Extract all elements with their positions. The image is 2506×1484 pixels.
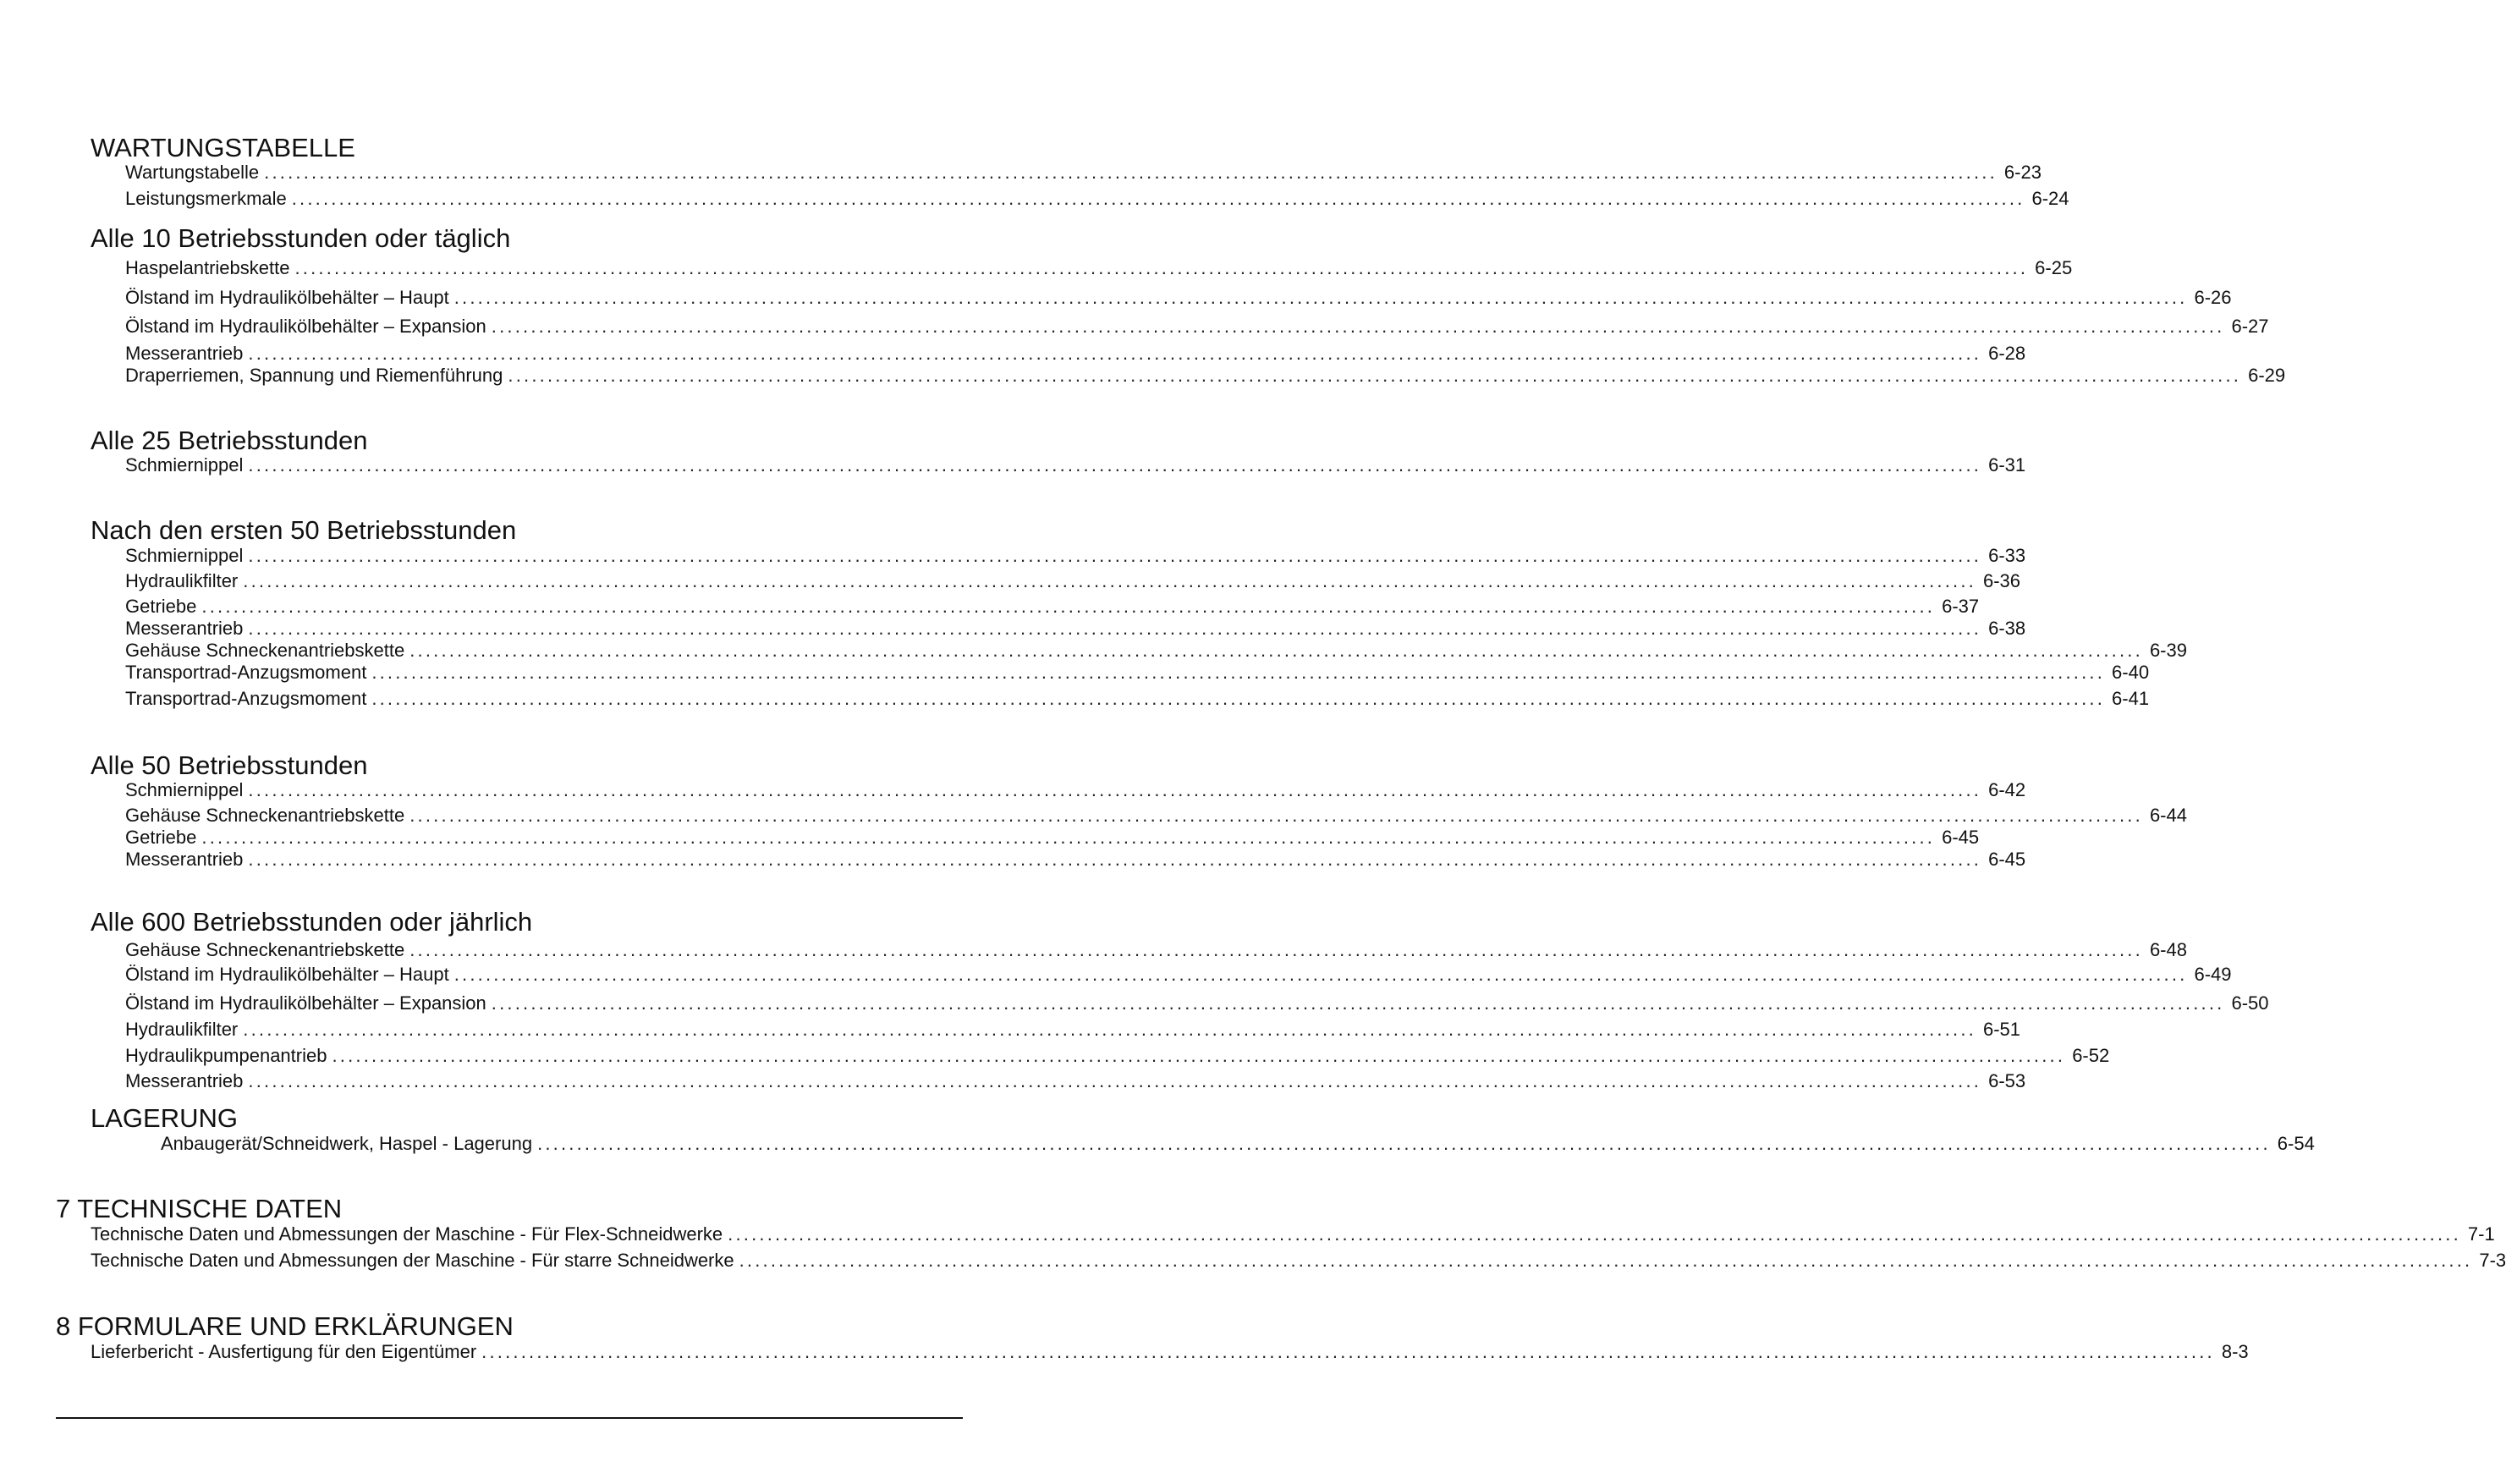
toc-entry[interactable]: [125, 1070, 2026, 1092]
section-heading-alle-50-betriebsstunden: Alle 50 Betriebsstunden: [91, 750, 368, 780]
dot-leader: ............................................................................................................................................................................................................................: [294, 257, 2029, 278]
toc-entry-label: Ölstand im Hydraulikölbehälter – Haupt: [125, 964, 449, 985]
toc-entry[interactable]: [125, 188, 2069, 210]
toc-entry-label: Ölstand im Hydraulikölbehälter – Expansion: [125, 992, 486, 1014]
toc-entry-label: Leistungsmerkmale: [125, 188, 287, 209]
dot-leader: ............................................................................................................................................................................................................................: [537, 1133, 2271, 1154]
toc-entry[interactable]: [125, 964, 2232, 986]
toc-entry-page-number: 6-40: [2112, 662, 2150, 683]
toc-entry[interactable]: [125, 805, 2187, 827]
dot-leader: ............................................................................................................................................................................................................................: [453, 287, 2188, 308]
toc-entry[interactable]: [125, 570, 2021, 592]
toc-entry-page-number: 6-24: [2031, 188, 2069, 209]
toc-entry-page-number: 6-25: [2035, 257, 2073, 278]
toc-entry-label: Hydraulikfilter: [125, 1019, 239, 1040]
toc-entry[interactable]: [125, 827, 1980, 849]
toc-entry-page-number: 6-23: [2003, 162, 2042, 183]
toc-entry[interactable]: [125, 640, 2187, 662]
toc-entry-label: Ölstand im Hydraulikölbehälter – Haupt: [125, 287, 449, 308]
toc-entry-label: Gehäuse Schneckenantriebskette: [125, 805, 405, 826]
toc-entry-label: Gehäuse Schneckenantriebskette: [125, 640, 405, 661]
dot-leader: ............................................................................................................................................................................................................................: [332, 1045, 2066, 1066]
toc-entry-label: Transportrad-Anzugsmoment: [125, 662, 367, 683]
toc-entry-page-number: 6-38: [1988, 618, 2026, 639]
dot-leader: ............................................................................................................................................................................................................................: [491, 316, 2225, 337]
toc-entry[interactable]: [125, 992, 2269, 1014]
toc-entry-page-number: 6-41: [2112, 688, 2150, 709]
toc-entry-page-number: 6-44: [2149, 805, 2187, 826]
toc-entry-page-number: 6-29: [2248, 365, 2286, 386]
toc-entry-page-number: 6-42: [1988, 779, 2026, 800]
toc-entry[interactable]: [125, 779, 2026, 801]
toc-entry[interactable]: [125, 662, 2150, 684]
toc-entry[interactable]: [125, 939, 2187, 961]
section-heading-alle-25-betriebsstunden: Alle 25 Betriebsstunden: [91, 426, 368, 455]
dot-leader: ............................................................................................................................................................................................................................: [201, 827, 1936, 848]
toc-entry[interactable]: [161, 1133, 2315, 1155]
toc-entry[interactable]: [125, 162, 2042, 184]
toc-entry[interactable]: [125, 618, 2026, 640]
toc-entry-page-number: 8-3: [2221, 1341, 2249, 1362]
dot-leader: ............................................................................................................................................................................................................................: [739, 1250, 2473, 1271]
toc-entry-label: Hydraulikpumpenantrieb: [125, 1045, 327, 1066]
toc-entry-page-number: 6-26: [2194, 287, 2232, 308]
toc-entry-page-number: 6-45: [1988, 849, 2026, 870]
toc-entry-label: Wartungstabelle: [125, 162, 260, 183]
toc-entry-label: Messerantrieb: [125, 849, 244, 870]
toc-entry-page-number: 6-53: [1988, 1070, 2026, 1091]
toc-entry-page-number: 6-48: [2149, 939, 2187, 960]
dot-leader: ............................................................................................................................................................................................................................: [248, 1070, 1982, 1091]
toc-entry[interactable]: [125, 545, 2026, 567]
dot-leader: ............................................................................................................................................................................................................................: [453, 964, 2188, 985]
toc-entry[interactable]: [91, 1223, 2495, 1245]
toc-entry-page-number: 6-39: [2149, 640, 2187, 661]
dot-leader: ............................................................................................................................................................................................................................: [248, 849, 1982, 870]
section-heading-alle-10-betriebsstunden: Alle 10 Betriebsstunden oder täglich: [91, 223, 511, 253]
toc-entry[interactable]: [125, 1045, 2110, 1067]
toc-entry[interactable]: [125, 596, 1980, 618]
toc-entry-page-number: 6-27: [2231, 316, 2269, 337]
toc-entry[interactable]: [125, 688, 2150, 710]
toc-entry[interactable]: [125, 1019, 2021, 1041]
toc-entry-label: Lieferbericht - Ausfertigung für den Eigentümer: [91, 1341, 477, 1362]
toc-entry-label: Transportrad-Anzugsmoment: [125, 688, 367, 709]
toc-entry-page-number: 6-54: [2277, 1133, 2315, 1154]
dot-leader: ............................................................................................................................................................................................................................: [264, 162, 1998, 183]
toc-entry-label: Technische Daten und Abmessungen der Maschine - Für Flex-Schneidwerke: [91, 1223, 723, 1245]
toc-entry-label: Schmiernippel: [125, 454, 244, 475]
dot-leader: ............................................................................................................................................................................................................................: [243, 570, 1976, 591]
toc-entry-label: Gehäuse Schneckenantriebskette: [125, 939, 405, 960]
toc-entry-label: Messerantrieb: [125, 618, 244, 639]
dot-leader: ............................................................................................................................................................................................................................: [409, 640, 2143, 661]
section-heading-nach-ersten-50-betriebsstunden: Nach den ersten 50 Betriebsstunden: [91, 515, 517, 545]
section-heading-wartungstabelle: WARTUNGSTABELLE: [91, 133, 355, 162]
toc-entry-label: Schmiernippel: [125, 545, 244, 566]
toc-entry-label: Anbaugerät/Schneidwerk, Haspel - Lagerung: [161, 1133, 533, 1154]
toc-entry-page-number: 6-33: [1988, 545, 2026, 566]
bottom-divider: [56, 1417, 963, 1419]
toc-entry-page-number: 6-50: [2231, 992, 2269, 1014]
toc-entry-label: Draperriemen, Spannung und Riemenführung: [125, 365, 503, 386]
toc-entry[interactable]: [125, 343, 2026, 365]
dot-leader: ............................................................................................................................................................................................................................: [491, 992, 2225, 1014]
section-heading-technische-daten: 7 TECHNISCHE DATEN: [56, 1194, 343, 1223]
toc-entry-label: Hydraulikfilter: [125, 570, 239, 591]
toc-entry[interactable]: [125, 849, 2026, 871]
dot-leader: ............................................................................................................................................................................................................................: [409, 939, 2143, 960]
dot-leader: ............................................................................................................................................................................................................................: [248, 454, 1982, 475]
toc-entry-label: Messerantrieb: [125, 343, 244, 364]
dot-leader: ............................................................................................................................................................................................................................: [481, 1341, 2215, 1362]
toc-entry-page-number: 6-28: [1988, 343, 2026, 364]
toc-entry[interactable]: [91, 1250, 2506, 1272]
dot-leader: ............................................................................................................................................................................................................................: [243, 1019, 1976, 1040]
toc-entry-page-number: 7-3: [2479, 1250, 2506, 1271]
toc-entry-page-number: 6-49: [2194, 964, 2232, 985]
dot-leader: ............................................................................................................................................................................................................................: [508, 365, 2242, 386]
toc-entry-label: Haspelantriebskette: [125, 257, 290, 278]
toc-entry-label: Technische Daten und Abmessungen der Maschine - Für starre Schneidwerke: [91, 1250, 734, 1271]
toc-entry[interactable]: [125, 316, 2269, 338]
section-heading-lagerung: LAGERUNG: [91, 1103, 238, 1133]
dot-leader: ............................................................................................................................................................................................................................: [409, 805, 2143, 826]
toc-entry-page-number: 6-52: [2072, 1045, 2110, 1066]
toc-entry-page-number: 6-36: [1982, 570, 2021, 591]
dot-leader: ............................................................................................................................................................................................................................: [201, 596, 1936, 617]
toc-entry-label: Getriebe: [125, 827, 197, 848]
toc-entry-label: Getriebe: [125, 596, 197, 617]
dot-leader: ............................................................................................................................................................................................................................: [248, 779, 1982, 800]
toc-entry-page-number: 6-31: [1988, 454, 2026, 475]
toc-entry[interactable]: [125, 454, 2026, 476]
toc-entry-page-number: 6-51: [1982, 1019, 2021, 1040]
toc-entry-page-number: 7-1: [2467, 1223, 2495, 1245]
dot-leader: ............................................................................................................................................................................................................................: [248, 343, 1982, 364]
section-heading-alle-600-betriebsstunden: Alle 600 Betriebsstunden oder jährlich: [91, 907, 533, 937]
dot-leader: ............................................................................................................................................................................................................................: [728, 1223, 2461, 1245]
toc-entry-label: Schmiernippel: [125, 779, 244, 800]
toc-entry-page-number: 6-45: [1942, 827, 1980, 848]
section-heading-formulare-und-erklaerungen: 8 FORMULARE UND ERKLÄRUNGEN: [56, 1311, 514, 1341]
toc-entry-label: Messerantrieb: [125, 1070, 244, 1091]
toc-entry[interactable]: [125, 365, 2286, 387]
dot-leader: ............................................................................................................................................................................................................................: [371, 688, 2106, 709]
toc-entry[interactable]: [125, 287, 2232, 309]
toc-entry[interactable]: [91, 1341, 2249, 1363]
toc-entry-label: Ölstand im Hydraulikölbehälter – Expansion: [125, 316, 486, 337]
toc-entry[interactable]: [125, 257, 2073, 279]
dot-leader: ............................................................................................................................................................................................................................: [371, 662, 2106, 683]
dot-leader: ............................................................................................................................................................................................................................: [291, 188, 2025, 209]
dot-leader: ............................................................................................................................................................................................................................: [248, 618, 1982, 639]
dot-leader: ............................................................................................................................................................................................................................: [248, 545, 1982, 566]
toc-entry-page-number: 6-37: [1942, 596, 1980, 617]
